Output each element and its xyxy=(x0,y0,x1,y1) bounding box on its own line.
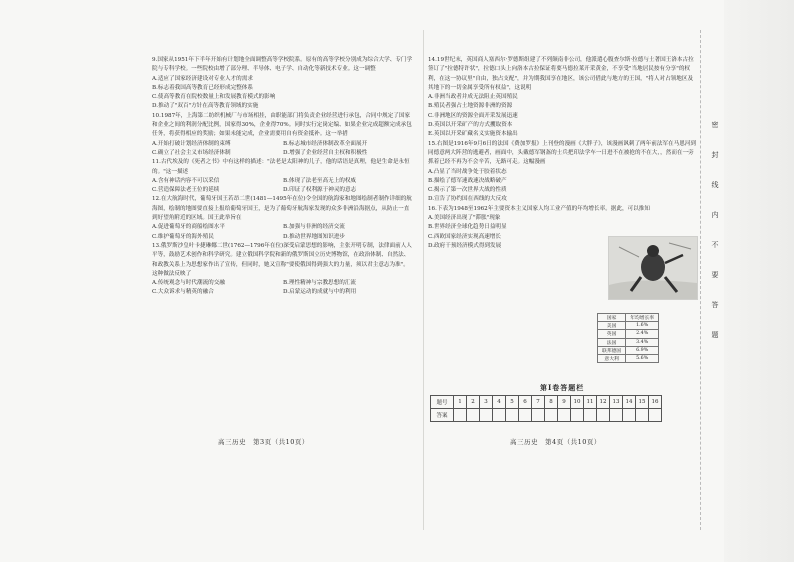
side-char: 封 xyxy=(711,151,719,159)
question-number-cell: 11 xyxy=(584,396,597,409)
question-number-cell: 5 xyxy=(506,396,519,409)
question-number-cell: 15 xyxy=(636,396,649,409)
question-stem: 12.在大航海时代，葡萄牙国王若昂二世(1481—1495年在位)令全国的航海家和地图绘制者制作详细的航海图，绘制的地图要直接上报给葡萄牙国王，是为了葡萄牙航海家发现的众多非洲沿海据点，从防止一直到好望角附近的区域。国王此举旨在 xyxy=(152,196,412,222)
answer-option: B.标志着我国高等教育已经形成完整体系 xyxy=(152,84,253,91)
question-block xyxy=(152,112,414,158)
answer-option: C.维护葡萄牙的海外殖民 xyxy=(152,233,214,240)
answer-cell[interactable] xyxy=(571,409,584,422)
answer-option: A.促进葡萄牙的商船绘图水平 xyxy=(152,224,225,231)
table-row xyxy=(598,354,659,362)
question-number-cell: 2 xyxy=(467,396,480,409)
answer-option: C.使高等教育在院校数量上和发展教育模式的影响 xyxy=(152,94,276,101)
question-block xyxy=(152,242,414,298)
table-cell: 年均增长率 xyxy=(626,314,659,322)
table-cell: 意大利 xyxy=(598,354,626,362)
question-stem: 14.19世纪末，英国商人塞西尔·罗德斯组建了不列颠南非公司，他派遣心腹查尔斯·拉德与土著国王洛本古拉签订了"拉德特许状"，拉德口头上向洛本古拉保证将要马德拉莱开采黄金，不享受"当地居民按有分享"的权利，在这一协议里"自由，独占支配"，并为期我国享在地区，该公司借此与地方的王国，"将人对占领地区及其地下的一切金属享受所有权益"，这说明 xyxy=(428,57,694,91)
question-number-cell: 9 xyxy=(558,396,571,409)
answer-cell[interactable] xyxy=(493,409,506,422)
cartoon-image xyxy=(608,236,698,300)
answer-option: C.西欧国家经济实现高速增长 xyxy=(428,233,501,240)
page-fold xyxy=(423,30,424,530)
answer-cell[interactable] xyxy=(454,409,467,422)
answer-cell[interactable] xyxy=(584,409,597,422)
binding-line xyxy=(700,30,702,530)
answer-option: B.理性精神与宗教思想的汇流 xyxy=(283,280,357,287)
answer-option: C.营造保障法老王位的延续 xyxy=(152,187,220,194)
side-char: 答 xyxy=(711,301,719,309)
side-char: 题 xyxy=(711,331,719,339)
table-cell: 英国 xyxy=(598,330,626,338)
question-stem: 15.右图是1916年9月6日的法国《费加罗报》上刊登的漫画《大胖子》，该漫画讽刺了两年前法军在马恩河到同德意两大阵营的逃避者，画面中，头戴德军钢盔的士兵把印法学车一日进不在被抢的不在大，，然而在一旁抓着已经不再为不会辛苦，无路可走。这幅漫画 xyxy=(428,140,696,166)
answer-cell[interactable] xyxy=(558,409,571,422)
table-cell: 国家 xyxy=(598,314,626,322)
question-number-cell: 10 xyxy=(571,396,584,409)
answer-option: D.政府干预经济模式得到发展 xyxy=(428,242,502,249)
table-cell: 5.6% xyxy=(626,354,659,362)
question-options xyxy=(428,168,698,205)
question-block xyxy=(428,56,698,140)
table-row xyxy=(598,330,659,338)
table-row xyxy=(598,338,659,346)
question-options xyxy=(152,75,414,112)
question-number-cell: 12 xyxy=(597,396,610,409)
question-number-cell: 16 xyxy=(649,396,662,409)
table-cell: 6.9% xyxy=(626,346,659,354)
question-stem: 13.俄罗斯沙皇叶卡捷琳娜二世(1762—1796年在位)深受启蒙思想的影响，主张开明专制，法律面前人人平等，鼓励艺术创作和科学研究。建立俄国科学院和新的俄罗斯国立历史博物馆，在政治体制、自然法、和政教关系上为思想家作出了宣传，但同时，她又宣称"要使俄国得到强大的力量，须以君主意志为准"。这种做法反映了 xyxy=(152,242,412,277)
question-number-cell: 1 xyxy=(454,396,467,409)
answer-option: D.印证了权利源于神灵的意志 xyxy=(283,187,357,194)
answer-cell[interactable] xyxy=(649,409,662,422)
answer-cell[interactable] xyxy=(532,409,545,422)
answer-cell[interactable] xyxy=(545,409,558,422)
seal-line-text xyxy=(708,120,722,340)
answer-option: D.英国以开采矿产的方式攫取资本 xyxy=(428,122,513,129)
answer-section-title: 第Ⅰ卷答题栏 xyxy=(540,383,585,392)
question-number-cell: 4 xyxy=(493,396,506,409)
question-options xyxy=(152,177,414,196)
answer-option: D.增强了企业经营自主权和积极性 xyxy=(283,149,368,156)
right-page-footer: 高三历史 第4页（共10页） xyxy=(510,438,601,446)
question-number-cell: 3 xyxy=(480,396,493,409)
table-cell: 美国 xyxy=(598,322,626,330)
answer-cell[interactable] xyxy=(623,409,636,422)
side-char: 要 xyxy=(711,271,719,279)
question-number-cell: 13 xyxy=(610,396,623,409)
question-options xyxy=(428,93,698,139)
side-char: 线 xyxy=(711,181,719,189)
answer-option: B.世界经济全球化趋势日益明显 xyxy=(428,224,507,231)
question-block xyxy=(428,140,698,205)
answer-cell[interactable] xyxy=(480,409,493,422)
table-cell: 3.4% xyxy=(626,338,659,346)
question-number-cell: 8 xyxy=(545,396,558,409)
answer-cell[interactable] xyxy=(506,409,519,422)
table-row xyxy=(598,322,659,330)
answer-option: A.非洲当政者并成无法阻止英国殖民 xyxy=(428,94,518,101)
answer-option: A.含有神话内容不可以采信 xyxy=(152,177,220,184)
side-char: 内 xyxy=(711,211,719,219)
answer-option: B.描绘了德军速战速决战略破产 xyxy=(428,177,507,184)
question-block xyxy=(152,195,414,241)
question-stem: 10.1987年，上海第二纺织机械厂与市场相挂，由职能部门将负责企业经营进行承包，合同中规定了国家和企业之间的利润分配比例，国家得30%，企业得70%。同时实行定岗定编、如果企业完成超额完成承包任务，将获得相应的奖励；如果未能完成，企业需要用自有资金抵补。这一举措 xyxy=(152,112,412,138)
answer-header-label: 题号 xyxy=(431,396,454,409)
answer-option: C.确立了社会主义市场经济体制 xyxy=(152,149,231,156)
question-stem: 16.下表为1948至1962年主要资本主义国家人均工业产值的年均增长率。据此，可以推知 xyxy=(428,205,650,212)
answer-option: D.推动了"双百"方针在高等教育领域的实施 xyxy=(152,103,259,110)
answer-option: C.非洲地区的资源全面开采发展迅速 xyxy=(428,112,518,119)
answer-option: A.传统观念与时代潮流的交融 xyxy=(152,280,225,287)
scan-margin xyxy=(724,0,794,562)
answer-cell[interactable] xyxy=(610,409,623,422)
question-stem: 11.古代埃及的《死者之书》中有这样的描述："法老是太阳神的儿子，他的话语是真理，他是生命是永恒的。"这一描述 xyxy=(152,159,410,175)
table-cell: 1.6% xyxy=(626,322,659,330)
answer-option: C.大众诉求与精英的融合 xyxy=(152,289,214,296)
left-page-questions xyxy=(152,56,414,298)
answer-grid xyxy=(430,395,662,422)
answer-option: C.揭示了第一次世界大战的性质 xyxy=(428,187,507,194)
answer-option: D.启蒙运动的成就与中的利用 xyxy=(283,289,357,296)
side-char: 密 xyxy=(711,121,719,129)
right-page-questions xyxy=(428,56,698,251)
answer-cell[interactable] xyxy=(467,409,480,422)
question-number-cell: 7 xyxy=(532,396,545,409)
question-options xyxy=(152,223,414,242)
table-cell: 2.4% xyxy=(626,330,659,338)
answer-cell[interactable] xyxy=(519,409,532,422)
table-row xyxy=(598,314,659,322)
answer-option: E.英国以开采矿藏名义实施资本输出 xyxy=(428,131,518,138)
question-stem: 9.国家从1951年下半年开始有计划地全面调整高等学校院系。原有的高等学校分别成为综合大学、专门学院与专科学校。一些院校由增了部分理、半导体、电子学、自动化等新技术专业。这一调整 xyxy=(152,57,413,73)
answer-option: D.宣告了协约国在西线的大反攻 xyxy=(428,196,507,203)
answer-option: A.美国经济出现了"滞胀"现象 xyxy=(428,215,501,222)
question-number-cell: 14 xyxy=(623,396,636,409)
growth-table xyxy=(597,313,659,363)
table-cell: 法国 xyxy=(598,338,626,346)
question-block xyxy=(152,158,414,195)
question-number-cell: 6 xyxy=(519,396,532,409)
table-cell: 联邦德国 xyxy=(598,346,626,354)
answer-option: B.殖民者强占土地资源非洲的资源 xyxy=(428,103,513,110)
side-char: 不 xyxy=(711,241,719,249)
answer-option: B.体现了法老至高无上的权威 xyxy=(283,177,357,184)
answer-option: B.加强与非洲的经济交流 xyxy=(283,224,345,231)
answer-option: A.凸显了当时战争处于胶着状态 xyxy=(428,168,507,175)
question-options xyxy=(152,140,414,159)
question-block xyxy=(152,56,414,112)
question-options xyxy=(152,279,414,298)
answer-option: B.标志城市经济体制改革全面展开 xyxy=(283,140,368,147)
answer-cell[interactable] xyxy=(636,409,649,422)
answer-cell[interactable] xyxy=(597,409,610,422)
answer-option: D.推动世界地图知识进步 xyxy=(283,233,346,240)
left-page-footer: 高三历史 第3页（共10页） xyxy=(218,438,309,446)
answer-option: A.适应了国家经济建设对专业人才的需求 xyxy=(152,75,253,82)
answer-option: A.开始打破计划经济体制的束缚 xyxy=(152,140,231,147)
table-row xyxy=(598,346,659,354)
answer-row-label: 答案 xyxy=(431,409,454,422)
